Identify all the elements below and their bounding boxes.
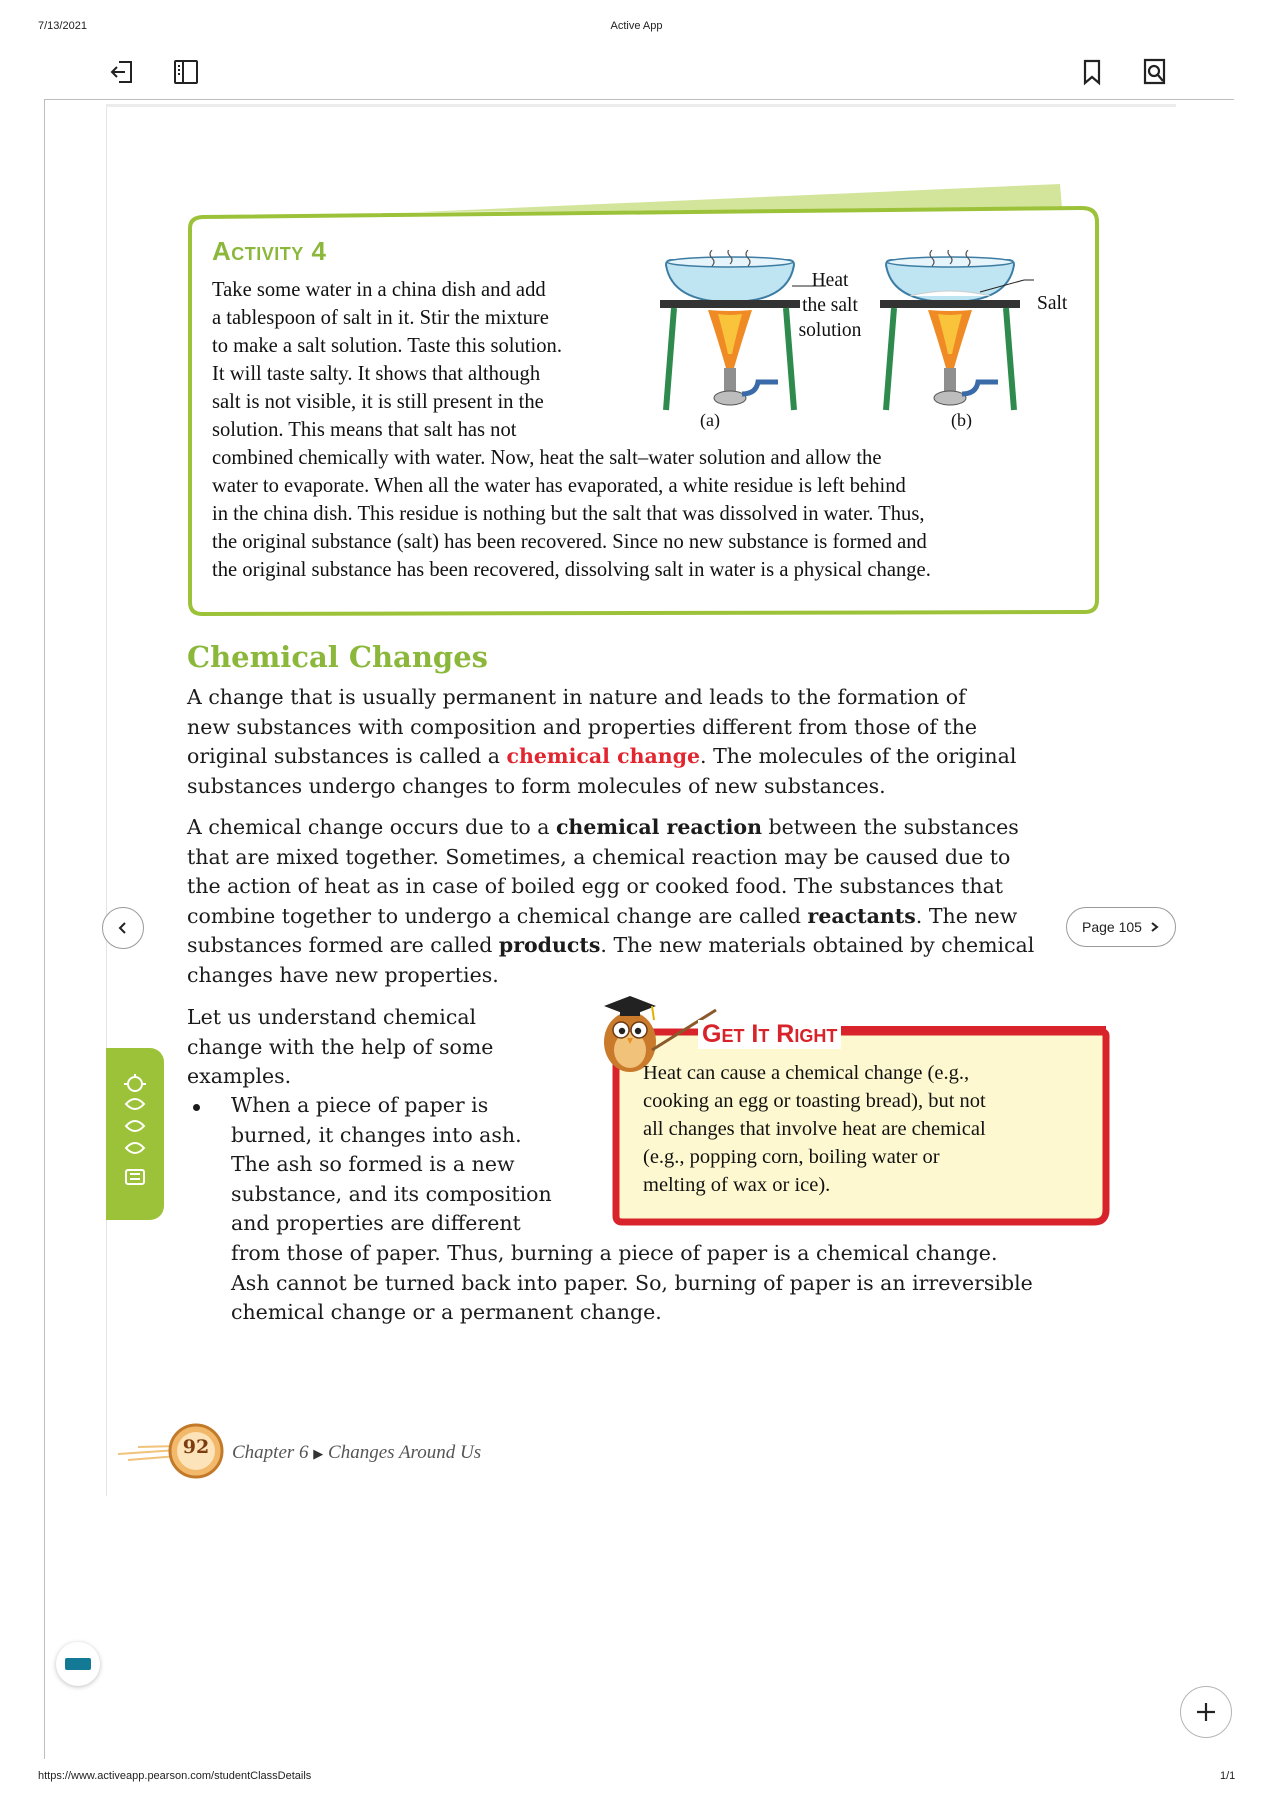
paragraph-line (187, 931, 1107, 961)
text-span: . The molecules of the original (700, 744, 1017, 768)
bullet-line: When a piece of paper is (231, 1093, 489, 1117)
activity-body-line: the original substance has been recovered, dissolving salt in water is a physical change. (212, 559, 931, 581)
paragraph-3 (187, 1003, 547, 1092)
bullet-line: and properties are different (231, 1211, 521, 1235)
paragraph-line: change with the help of some (187, 1034, 494, 1059)
activity-intro-line: salt is not visible, it is still present in the (212, 391, 544, 413)
get-it-right-line: melting of wax or ice). (643, 1174, 831, 1196)
figure-label-line: solution (798, 320, 862, 341)
page-number: 92 (182, 1436, 210, 1458)
get-it-right-line: cooking an egg or toasting bread), but not (643, 1090, 986, 1112)
figure-caption-a: (a) (700, 410, 720, 430)
plus-icon (1194, 1700, 1218, 1724)
notes-icon (65, 1658, 91, 1670)
bullet-text-wide (231, 1239, 1111, 1328)
text-span: original substances is called a (187, 744, 507, 768)
bullet-text-narrow (231, 1091, 591, 1239)
bookmark-button[interactable] (1072, 52, 1112, 92)
search-page-button[interactable] (1135, 52, 1175, 92)
term-chemical-change: chemical change (506, 744, 701, 768)
activity-heading: Activity 4 (212, 236, 327, 266)
activity-body-line: the original substance (salt) has been recovered. Since no new substance is formed and (212, 531, 927, 553)
paragraph-line (187, 813, 1107, 843)
paragraph-line: new substances with composition and properties different from those of the (187, 714, 978, 739)
search-page-icon (1140, 57, 1170, 87)
paragraph-line: A change that is usually permanent in nature and leads to the formation of (187, 685, 966, 709)
figure-label-salt: Salt (1037, 293, 1068, 314)
section-heading: Chemical Changes (187, 640, 488, 674)
activity-intro-line: a tablespoon of salt in it. Stir the mixture (212, 307, 549, 329)
toggle-panel-button[interactable] (166, 52, 206, 92)
activity-body-line: water to evaporate. When all the water has evaporated, a white residue is left behind (212, 475, 906, 497)
text-span: substances formed are called (187, 933, 499, 957)
paragraph-2 (187, 813, 1107, 990)
bullet-line: substance, and its composition (231, 1181, 552, 1206)
sidebar-panel-icon (172, 58, 200, 86)
previous-page-button[interactable] (102, 907, 144, 949)
activity-intro-line: Take some water in a china dish and add (212, 279, 546, 301)
paragraph-line (187, 902, 1107, 932)
print-page-count: 1/1 (1220, 1770, 1236, 1782)
bullet-line: burned, it changes into ash. (231, 1122, 522, 1147)
activity-intro (212, 276, 642, 444)
paragraph-line: the action of heat as in case of boiled egg or cooked food. The substances that (187, 874, 1004, 898)
term-reactants: reactants (807, 903, 916, 928)
page-top-shadow (106, 104, 1176, 107)
viewer-left-border (44, 99, 45, 1759)
bullet-line: from those of paper. Thus, burning a piece of paper is a chemical change. (231, 1241, 998, 1265)
paragraph-line: changes have new properties. (187, 962, 499, 987)
get-it-right-line: Heat can cause a chemical change (e.g., (643, 1062, 970, 1084)
tool-tab-icon (120, 1074, 150, 1194)
term-products: products (498, 933, 601, 957)
figure-label-heat (780, 268, 880, 343)
print-date: 7/13/2021 (38, 20, 87, 32)
apparatus-a (660, 250, 800, 410)
activity-intro-line: solution. This means that salt has not (212, 419, 517, 441)
paragraph-line: that are mixed together. Sometimes, a chemical reaction may be caused due to (187, 844, 1011, 869)
paragraph-line: examples. (187, 1064, 292, 1088)
page-indicator-label: Page 105 (1082, 919, 1142, 935)
print-url: https://www.activeapp.pearson.com/studentClassDetails (38, 1770, 312, 1782)
activity-body-line: combined chemically with water. Now, heat the salt–water solution and allow the (212, 447, 882, 469)
paragraph-line: substances undergo changes to form molecules of new substances. (187, 773, 886, 798)
paragraph-1 (187, 683, 1107, 801)
chevron-left-icon (116, 921, 130, 935)
get-it-right-body (643, 1059, 1083, 1199)
activity-intro-line: to make a salt solution. Taste this solution. (212, 335, 562, 357)
next-page-button[interactable] (1066, 907, 1176, 947)
bullet-line: The ash so formed is a new (231, 1152, 515, 1176)
print-title: Active App (610, 20, 663, 32)
tool-side-tab[interactable] (106, 1048, 164, 1220)
activity-body (212, 444, 1092, 584)
text-span: between the substances (762, 815, 1019, 839)
get-it-right-line: all changes that involve heat are chemical (643, 1118, 986, 1140)
chapter-breadcrumb (232, 1442, 481, 1464)
bookmark-icon (1078, 58, 1106, 86)
paragraph-line: Let us understand chemical (187, 1005, 477, 1029)
chevron-right-icon (1148, 921, 1160, 933)
get-it-right-line: (e.g., popping corn, boiling water or (643, 1146, 940, 1168)
text-span: combine together to undergo a chemical change are called (187, 903, 808, 928)
text-span: . The new materials obtained by chemical (600, 933, 1035, 957)
figure-label-line: Heat (811, 270, 849, 291)
bullet-line: Ash cannot be turned back into paper. So, burning of paper is an irreversible (231, 1270, 1033, 1295)
term-chemical-reaction: chemical reaction (555, 815, 762, 839)
apparatus-b (880, 250, 1020, 410)
chevron-right-icon: ▶ (313, 1446, 324, 1461)
exit-button[interactable] (102, 52, 142, 92)
viewer-top-border (44, 99, 1234, 100)
chapter-title: Changes Around Us (328, 1442, 482, 1463)
figure-caption-b: (b) (951, 410, 972, 430)
add-button[interactable] (1180, 1686, 1232, 1738)
exit-icon (108, 58, 136, 86)
notes-button[interactable] (56, 1642, 100, 1686)
paragraph-line (187, 742, 1107, 772)
text-span: . The new (915, 903, 1018, 928)
chapter-number: Chapter 6 (232, 1442, 309, 1463)
bullet-dot (193, 1104, 200, 1111)
figure-label-line: the salt (802, 295, 858, 316)
activity-intro-line: It will taste salty. It shows that although (212, 363, 541, 385)
text-span: A chemical change occurs due to a (187, 815, 556, 839)
activity-body-line: in the china dish. This residue is nothing but the salt that was dissolved in water. Thus, (212, 503, 925, 525)
get-it-right-heading: Get It Right (698, 1020, 841, 1049)
bullet-line: chemical change or a permanent change. (231, 1300, 662, 1324)
